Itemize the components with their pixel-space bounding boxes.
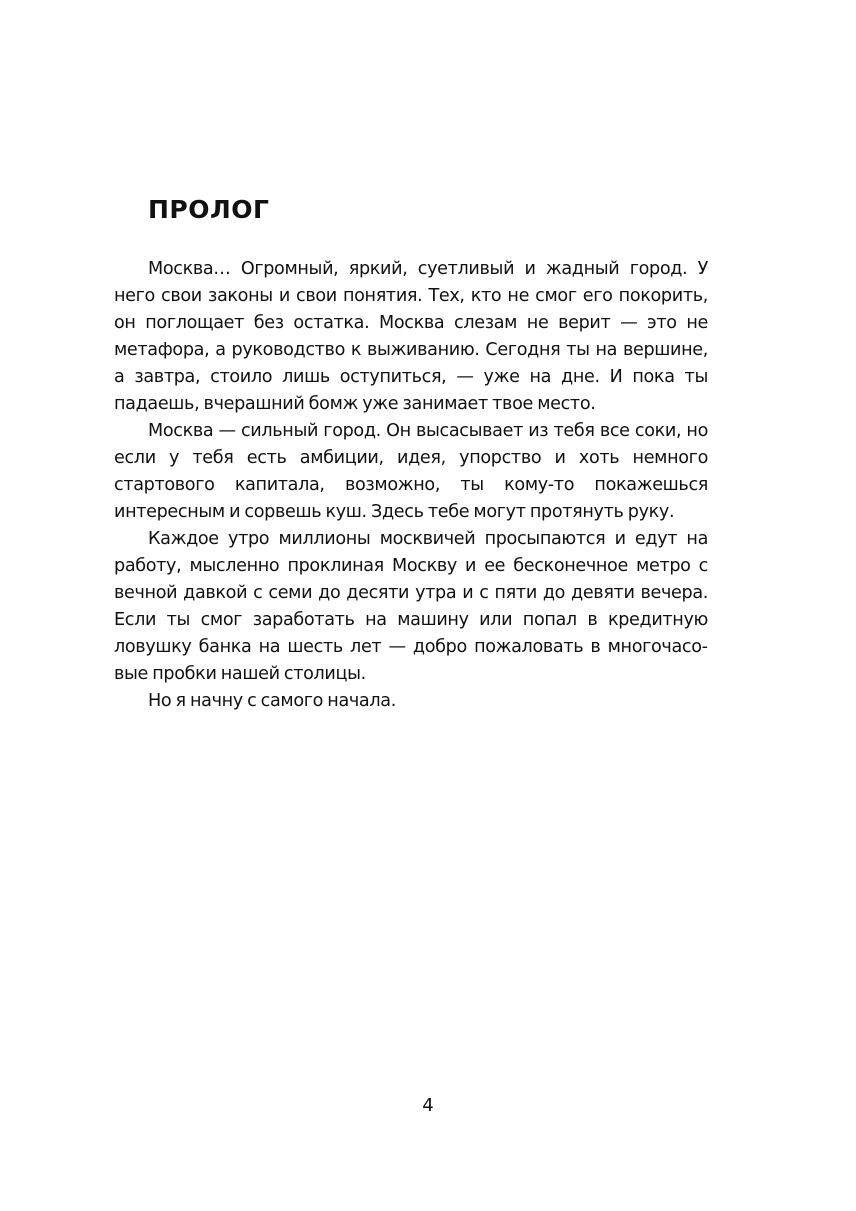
page-number: 4	[422, 1095, 434, 1116]
chapter-title: ПРОЛОГ	[148, 195, 270, 224]
paragraph: Москва… Огромный, яркий, суетливый и жадный город. У него свои законы и свои понятия. Тех, кто не смог его покорить, он поглощает без остатка. Москва слезам не верит — это не метафора, а руководство к выживанию. Сегодня ты на вершине, а завтра, стоило лишь оступиться, — уже на дне. И пока ты падаешь, вчерашний бомж уже занимает твое место.	[114, 259, 708, 414]
chapter-body	[114, 256, 708, 715]
paragraph: Каждое утро миллионы москвичей просыпаются и едут на работу, мысленно проклиная Москву и ее бесконечное метро с вечной давкой с семи до десяти утра и с пяти до девяти вечера. Если ты смог заработать на машину или попал в кредитную ловушку банка на шесть лет — добро пожаловать в многочасовые пробки нашей столицы.	[114, 529, 708, 684]
paragraph: Москва — сильный город. Он высасывает из тебя все соки, но если у тебя есть амбиции, идея, упорство и хоть немного стартового капитала, возможно, ты кому-то покажешься интересным и сорвешь куш. Здесь тебе могут протянуть руку.	[114, 421, 708, 522]
paragraph: Но я начну с самого начала.	[148, 691, 396, 711]
